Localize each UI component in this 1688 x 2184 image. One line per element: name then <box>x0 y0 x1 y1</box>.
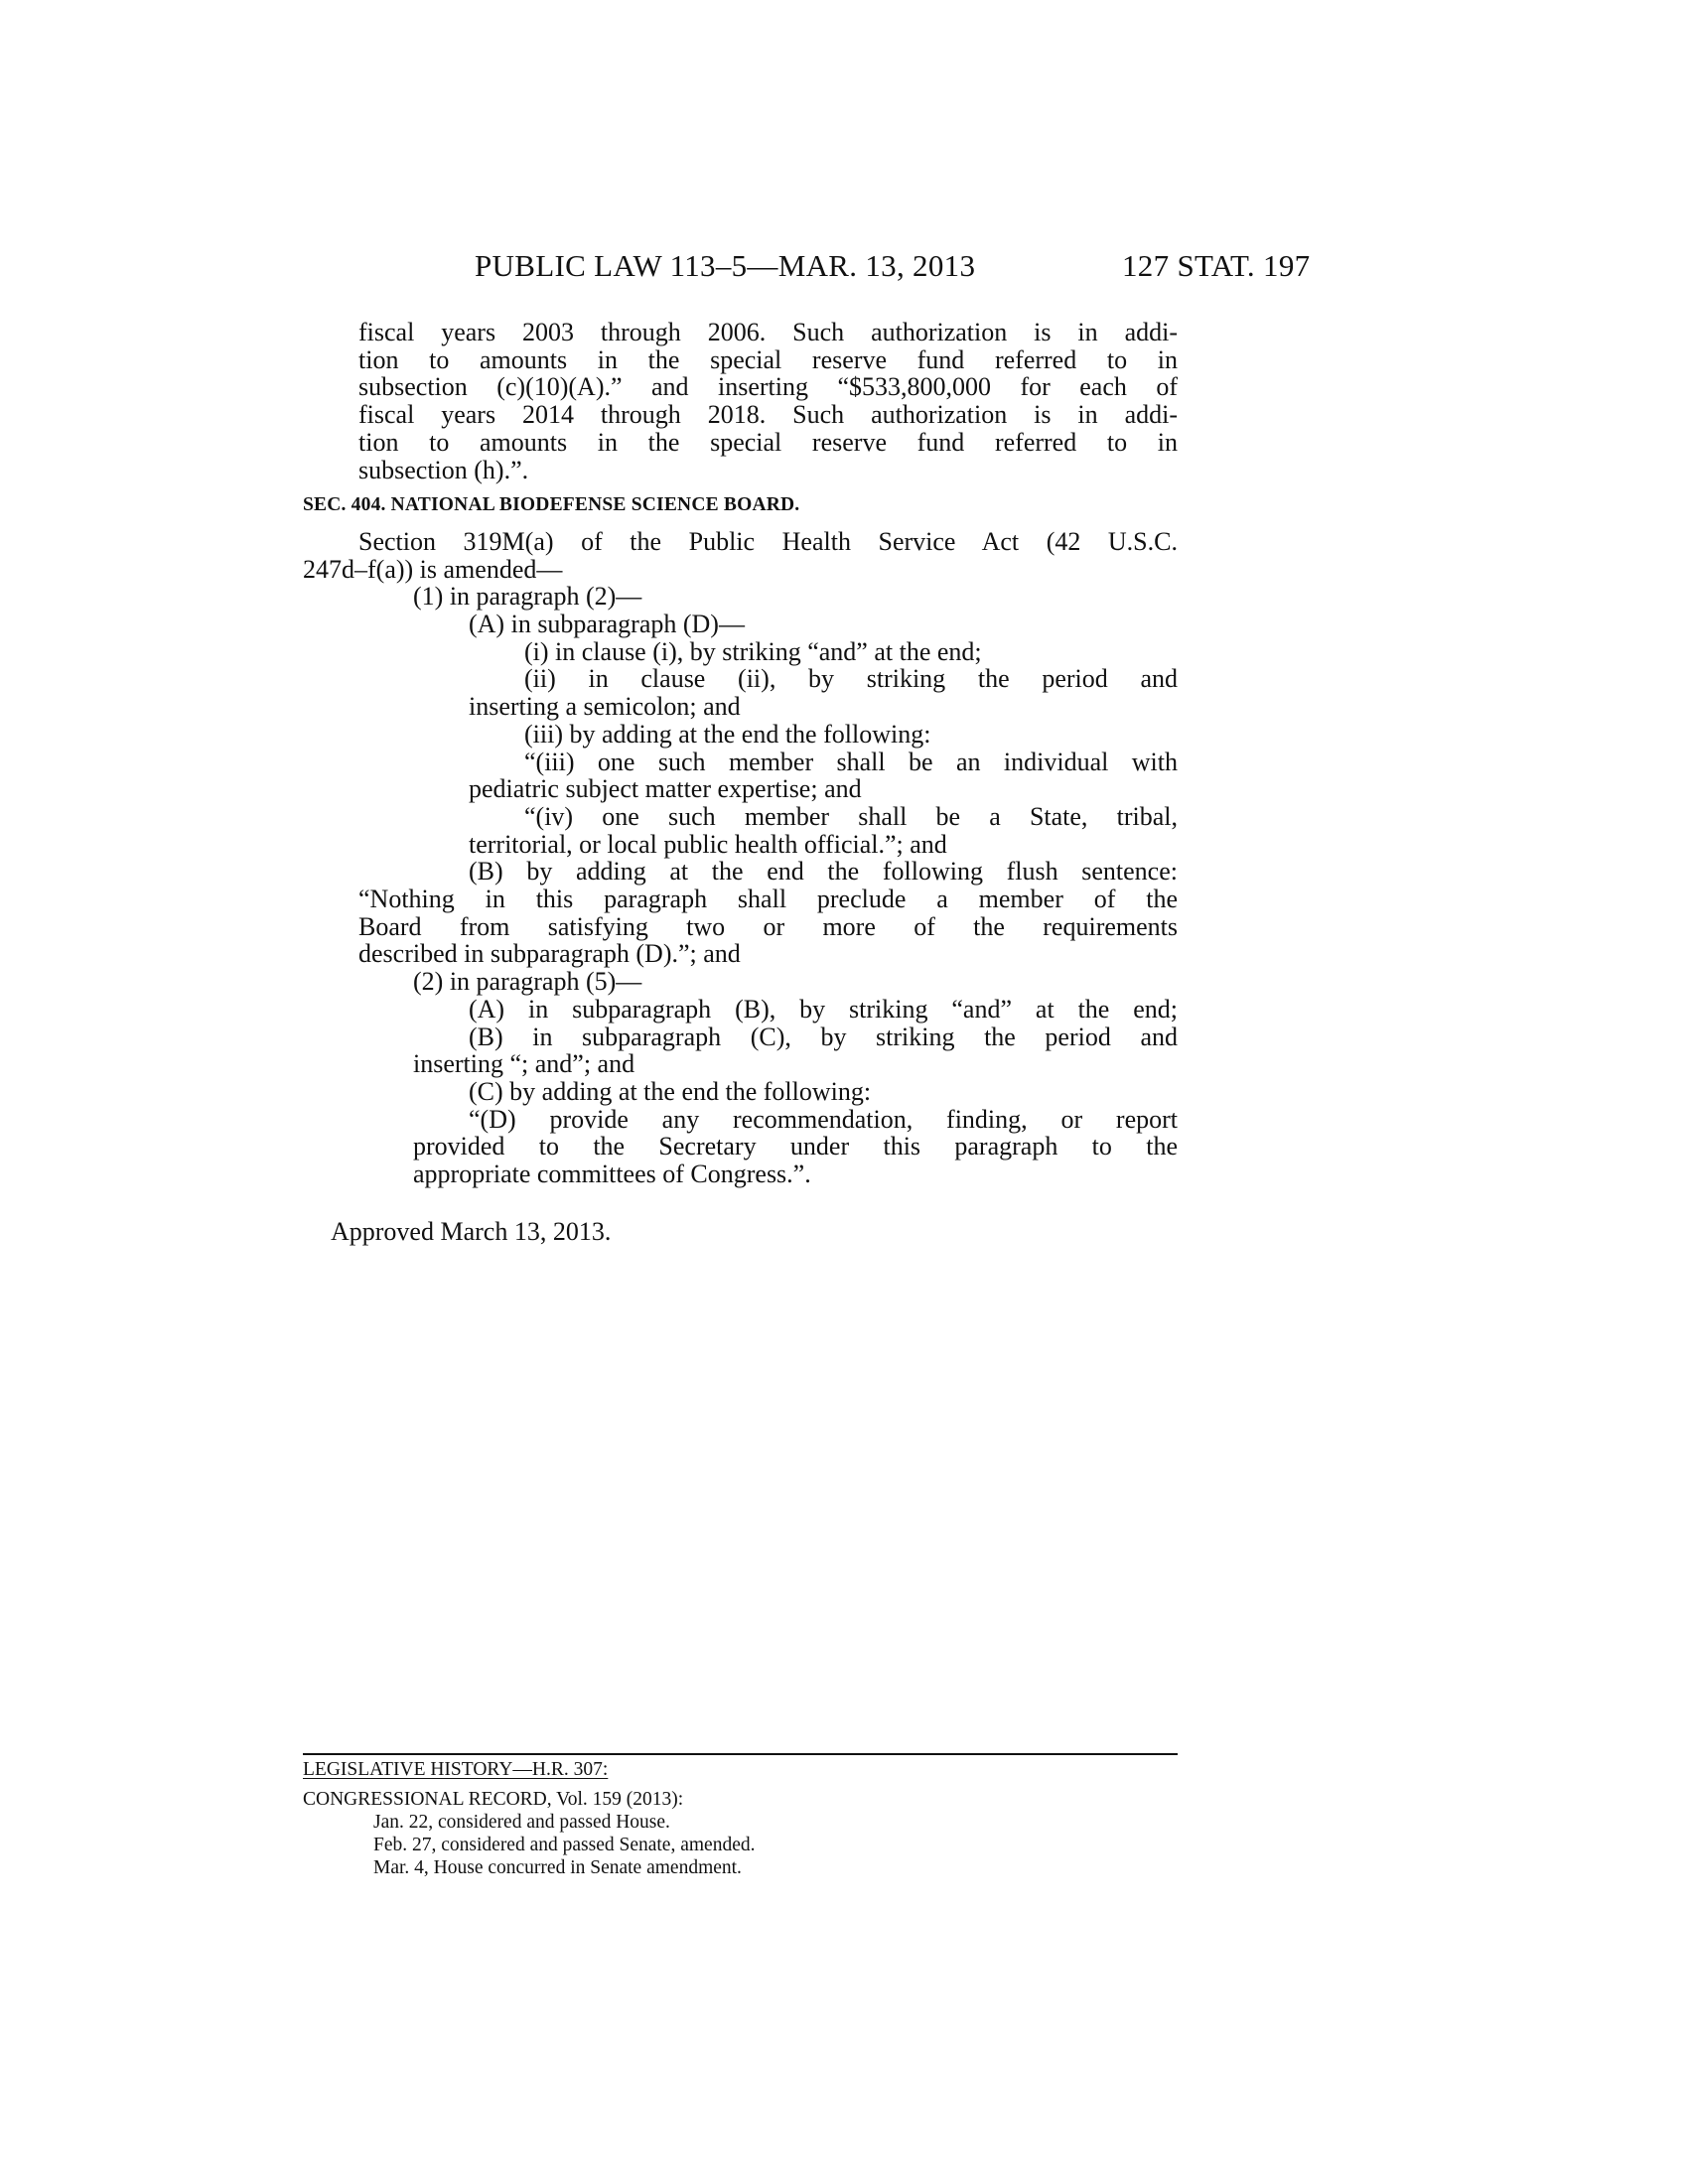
subparagraph-line: (A) in subparagraph (B), by striking “and” at the end; <box>469 994 1178 1024</box>
clause-line: (iii) by adding at the end the following: <box>524 719 931 749</box>
clause-line: (i) in clause (i), by striking “and” at the end; <box>524 636 982 666</box>
legislative-history <box>303 1753 1178 1879</box>
flush-sentence-line: Board from satisfying two or more of the requirements <box>358 911 1178 941</box>
text-line: Section 319M(a) of the Public Health Service Act (42 U.S.C. <box>358 526 1178 556</box>
section-404-text <box>303 528 1178 1188</box>
history-entry: Jan. 22, considered and passed House. <box>373 1812 670 1833</box>
subparagraph-line: (C) by adding at the end the following: <box>469 1076 872 1106</box>
subparagraph-a-line: (A) in subparagraph (D)— <box>469 610 745 639</box>
running-head <box>0 248 1688 288</box>
continuation-paragraph <box>303 319 1178 483</box>
text-line: fiscal years 2003 through 2006. Such authorization is in addi- <box>358 318 1178 346</box>
text-line: fiscal years 2014 through 2018. Such authorization is in addi- <box>358 400 1178 430</box>
flush-sentence-line: described in subparagraph (D).”; and <box>358 939 741 969</box>
quoted-subparagraph-line: “(D) provide any recommendation, finding, or report <box>469 1104 1178 1134</box>
statute-page-number: 127 STAT. 197 <box>1122 248 1311 283</box>
text-line: tion to amounts in the special reserve fund referred to in <box>358 344 1178 374</box>
public-law-title: PUBLIC LAW 113–5—MAR. 13, 2013 <box>475 248 976 283</box>
footer-rule <box>303 1753 1178 1755</box>
congressional-record-line: CONGRESSIONAL RECORD, Vol. 159 (2013): <box>303 1789 684 1810</box>
quoted-subparagraph-line: appropriate committees of Congress.”. <box>413 1160 811 1189</box>
body-text <box>303 319 1178 1246</box>
text-line: tion to amounts in the special reserve fund referred to in <box>358 427 1178 457</box>
clause-line: (ii) in clause (ii), by striking the period and <box>524 664 1178 694</box>
subparagraph-line: (B) in subparagraph (C), by striking the period and <box>469 1022 1178 1051</box>
quoted-subparagraph-line: provided to the Secretary under this paragraph to the <box>413 1132 1178 1161</box>
paragraph-1-line: (1) in paragraph (2)— <box>413 582 642 612</box>
subparagraph-line: inserting “; and”; and <box>413 1049 635 1079</box>
text-line: 247d–f(a)) is amended— <box>303 554 563 584</box>
text-line: subsection (h).”. <box>358 455 529 484</box>
legislative-history-title <box>303 1758 1178 1781</box>
text-line: subsection (c)(10)(A).” and inserting “$533,800,000 for each of <box>358 372 1178 402</box>
history-entry: Mar. 4, House concurred in Senate amendment. <box>373 1857 742 1878</box>
quoted-clause-line: “(iv) one such member shall be a State, tribal, <box>524 801 1178 831</box>
history-entry: Feb. 27, considered and passed Senate, amended. <box>373 1835 756 1855</box>
flush-sentence-line: “Nothing in this paragraph shall preclude a member of the <box>358 885 1178 914</box>
quoted-clause-line: pediatric subject matter expertise; and <box>469 774 862 804</box>
approval-date: Approved March 13, 2013. <box>331 1216 612 1246</box>
subparagraph-b-line: (B) by adding at the end the following flush sentence: <box>469 857 1178 887</box>
legislative-history-label: LEGISLATIVE HISTORY—H.R. 307: <box>303 1759 609 1780</box>
quoted-clause-line: territorial, or local public health official.”; and <box>469 829 947 859</box>
clause-line: inserting a semicolon; and <box>469 692 741 722</box>
paragraph-2-line: (2) in paragraph (5)— <box>413 967 642 997</box>
quoted-clause-line: “(iii) one such member shall be an individual with <box>524 747 1178 776</box>
section-heading: SEC. 404. NATIONAL BIODEFENSE SCIENCE BOARD. <box>303 494 800 516</box>
